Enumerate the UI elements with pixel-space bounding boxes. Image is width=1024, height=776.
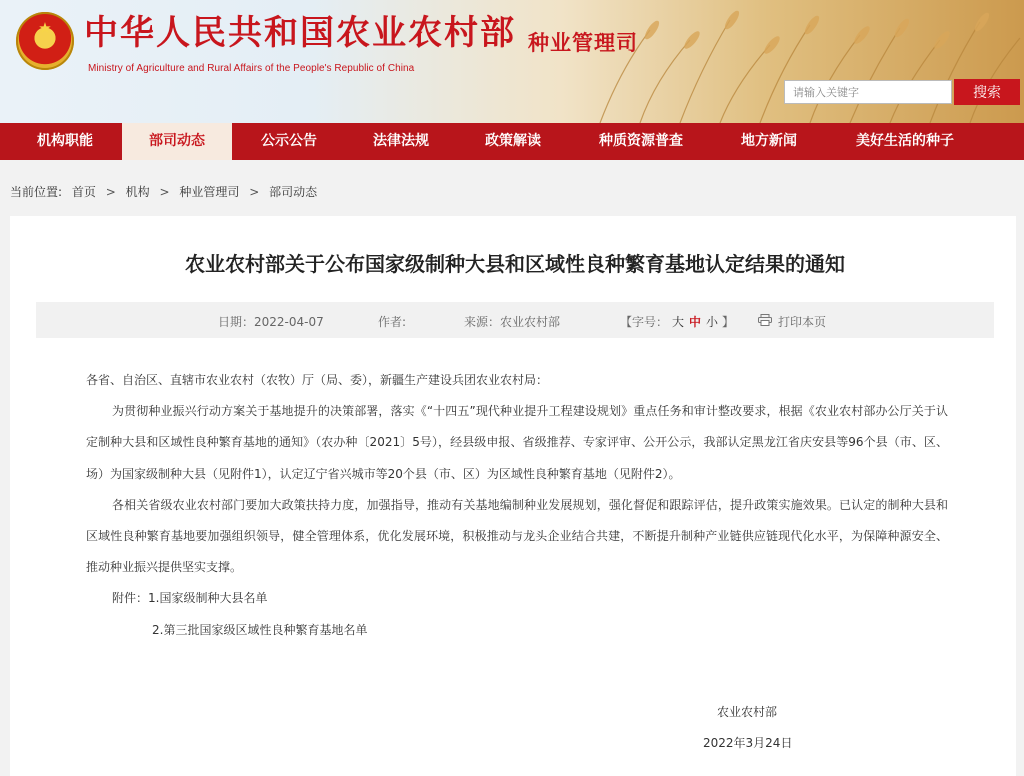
search-input[interactable] [784, 80, 952, 104]
department-title[interactable]: 种业管理司 [528, 30, 638, 55]
site-subtitle: Ministry of Agriculture and Rural Affairs of the People's Republic of China [88, 63, 415, 74]
breadcrumb-current[interactable]: 部司动态 [269, 185, 318, 199]
article-meta-bar [36, 302, 994, 338]
nav-item-announcements[interactable]: 公示公告 [261, 133, 317, 149]
nav-item-laws[interactable]: 法律法规 [373, 133, 429, 149]
breadcrumb-separator: > [105, 185, 116, 199]
author-label: 作者: [378, 315, 407, 329]
print-page-link[interactable]: 打印本页 [778, 315, 827, 329]
nav-item-local-news[interactable]: 地方新闻 [741, 133, 797, 149]
article-paragraph: 各相关省级农业农村部门要加大政策扶持力度，加强指导，推动有关基地编制种业发展规划，强化督促和跟踪评估，提升政策实施效果。已认定的制种大县和区域性良种繁育基地要加强组织领导，健全管理体系，优化发展环境，积极推动与龙头企业结合共建，不断提升制种产业链供应链现代化水平，为保障种源安全、推动种业振兴提供坚实支撑。 [86, 497, 948, 575]
publish-date: 日期：2022-04-07 [218, 315, 324, 329]
salutation: 各省、自治区、直辖市农业农村（农牧）厅（局、委），新疆生产建设兵团农业农村局： [86, 373, 549, 387]
nav-item-policy[interactable]: 政策解读 [485, 133, 541, 149]
font-size-large[interactable]: 大 [672, 315, 685, 329]
attachment-link-1[interactable]: 1.国家级制种大县名单 [148, 591, 268, 606]
nav-item-dept-news[interactable]: 部司动态 [122, 123, 232, 160]
font-size-small[interactable]: 小 [706, 315, 719, 329]
nav-item-institution[interactable]: 机构职能 [37, 133, 93, 149]
signature-date: 2022年3月24日 [703, 736, 793, 750]
article-body [86, 365, 948, 646]
attachment-link-2[interactable]: 2.第三批国家级区域性良种繁育基地名单 [152, 622, 368, 637]
breadcrumb-department[interactable]: 种业管理司 [179, 185, 240, 199]
breadcrumb-institution[interactable]: 机构 [125, 185, 150, 199]
national-emblem-icon: ★ [16, 12, 74, 70]
font-size-label: 【字号： [620, 315, 669, 329]
breadcrumb-home[interactable]: 首页 [71, 185, 96, 199]
breadcrumb [10, 183, 323, 200]
attachment-line-2 [86, 615, 948, 646]
site-title[interactable]: 中华人民共和国农业农村部 [84, 13, 516, 53]
breadcrumb-prefix: 当前位置: [10, 185, 63, 199]
article-paragraph: 为贯彻种业振兴行动方案关于基地提升的决策部署，落实《“十四五”现代种业提升工程建设规划》重点任务和审计整改要求，根据《农业农村部办公厅关于认定制种大县和区域性良种繁育基地的通知》（农办种〔2021〕5号），经县级申报、省级推荐、专家评审、公开公示，我部认定黑龙江省庆安县等96个县（市、区、场）为国家级制种大县（见附件1），认定辽宁省兴城市等20个县（市、区）为区域性良种繁育基地（见附件2）。 [86, 404, 948, 481]
main-nav [0, 123, 1024, 160]
signature: 农业农村部 [717, 705, 778, 719]
font-size-medium[interactable]: 中 [689, 315, 702, 329]
font-size-end: 】 [722, 315, 735, 329]
attachments-label: 附件： [112, 591, 149, 606]
nav-item-seeds-of-life[interactable]: 美好生活的种子 [856, 133, 954, 149]
breadcrumb-separator: > [249, 185, 260, 199]
attachment-line-1 [86, 583, 948, 614]
header-banner [0, 0, 1024, 123]
source-label: 来源：农业农村部 [464, 315, 561, 329]
breadcrumb-separator: > [159, 185, 170, 199]
article-title: 农业农村部关于公布国家级制种大县和区域性良种繁育基地认定结果的通知 [185, 252, 845, 276]
nav-item-germplasm-survey[interactable]: 种质资源普查 [599, 133, 683, 149]
printer-icon[interactable] [758, 314, 772, 329]
search-button[interactable]: 搜索 [954, 79, 1020, 105]
